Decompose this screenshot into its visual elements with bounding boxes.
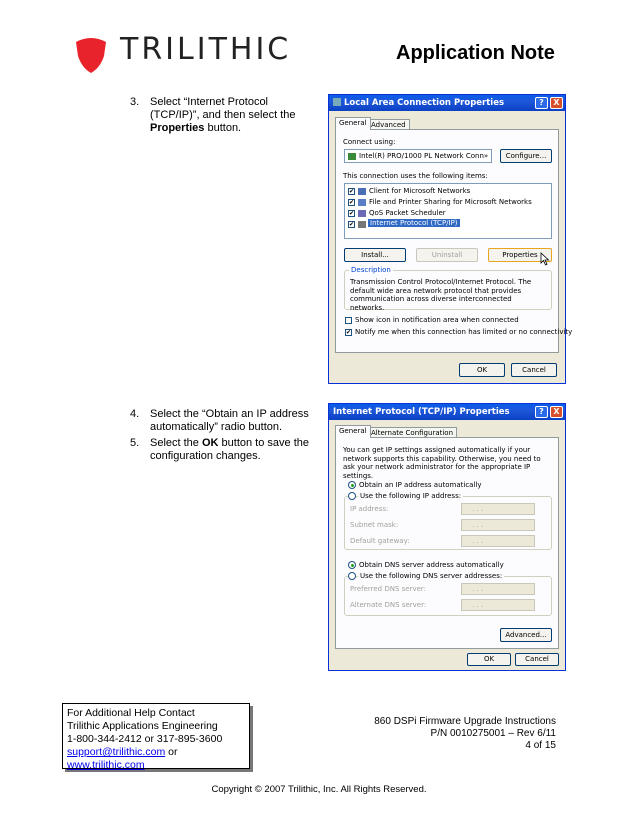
adapter-name: Intel(R) PRO/1000 PL Network Conn» xyxy=(359,152,489,160)
doc-title: 860 DSPi Firmware Upgrade Instructions xyxy=(374,716,556,727)
ok-button[interactable]: OK xyxy=(467,653,511,666)
subnet-mask-field[interactable]: . . . xyxy=(461,519,535,531)
item-checkbox[interactable]: ✔ xyxy=(349,199,355,206)
obtain-dns-label: Obtain DNS server address automatically xyxy=(359,561,504,569)
cancel-button[interactable]: Cancel xyxy=(515,653,559,666)
step-number: 5. xyxy=(130,437,140,449)
properties-button[interactable]: Properties xyxy=(488,248,552,262)
advanced-button[interactable]: Advanced... xyxy=(500,628,552,642)
protocol-icon xyxy=(358,221,366,228)
notify-label: Notify me when this connection has limited or no connectivity xyxy=(355,328,573,336)
step-number: 4. xyxy=(130,408,140,420)
obtain-dns-radio[interactable] xyxy=(348,561,356,569)
dns-group xyxy=(344,572,552,616)
cursor-icon xyxy=(540,252,550,266)
tab-general[interactable]: General xyxy=(335,117,371,130)
ip-address-field[interactable]: . . . xyxy=(461,503,535,515)
adapter-field xyxy=(344,149,492,163)
show-icon-checkbox[interactable] xyxy=(345,317,352,324)
help-line: Trilithic Applications Engineering xyxy=(67,720,218,732)
lac-title-bar[interactable] xyxy=(329,95,565,111)
ip-address-group xyxy=(344,492,552,550)
lac-title: Local Area Connection Properties xyxy=(344,98,505,108)
alternate-dns-field[interactable]: . . . xyxy=(461,599,535,611)
close-button[interactable]: X xyxy=(550,406,563,418)
lac-properties-dialog xyxy=(328,94,573,384)
step-text: Select the “Obtain an IP address automatically” radio button. xyxy=(150,408,309,433)
tab-advanced[interactable]: Advanced xyxy=(367,119,410,131)
preferred-dns-label: Preferred DNS server: xyxy=(350,585,427,593)
copyright: Copyright © 2007 Trilithic, Inc. All Rights Reserved. xyxy=(211,784,427,795)
connect-using-label: Connect using: xyxy=(343,138,396,146)
item-checkbox[interactable]: ✔ xyxy=(349,188,355,195)
configure-button[interactable]: Configure... xyxy=(500,149,552,163)
part-number: P/N 0010275001 – Rev 6/11 xyxy=(430,728,556,739)
page-title: Application Note xyxy=(396,42,555,64)
tcpip-properties-dialog xyxy=(328,403,566,671)
subnet-mask-label: Subnet mask: xyxy=(350,521,399,529)
preferred-dns-field[interactable]: . . . xyxy=(461,583,535,595)
tab-alternate-configuration[interactable]: Alternate Configuration xyxy=(367,427,457,439)
trilithic-logo-icon xyxy=(74,36,108,74)
step-3 xyxy=(130,96,330,136)
tcpip-title: Internet Protocol (TCP/IP) Properties xyxy=(333,407,510,417)
file-sharing-icon xyxy=(358,199,366,206)
uninstall-button[interactable]: Uninstall xyxy=(416,248,478,262)
obtain-ip-radio[interactable] xyxy=(348,481,356,489)
description-label: Description xyxy=(351,266,391,274)
intro-text: You can get IP settings assigned automatically if your network supports this capability. Otherwise, you need to ask your network administrator for the appropriate IP settings. xyxy=(343,446,541,480)
item-checkbox[interactable]: ✔ xyxy=(349,210,355,217)
cancel-button[interactable]: Cancel xyxy=(511,363,557,377)
help-line: 1-800-344-2412 or 317-895-3600 xyxy=(67,733,223,745)
ok-button[interactable]: OK xyxy=(459,363,505,377)
use-ip-label: Use the following IP address: xyxy=(360,492,462,500)
support-email-link[interactable]: support@trilithic.com xyxy=(67,746,166,758)
page-number: 4 of 15 xyxy=(525,740,556,751)
default-gateway-label: Default gateway: xyxy=(350,537,410,545)
tcpip-general-panel xyxy=(335,437,559,649)
adapter-icon xyxy=(348,153,356,160)
step-5 xyxy=(130,437,330,465)
obtain-ip-label: Obtain an IP address automatically xyxy=(359,481,482,489)
tab-general[interactable]: General xyxy=(335,425,371,438)
help-button[interactable]: ? xyxy=(535,97,548,109)
item-checkbox[interactable]: ✔ xyxy=(349,221,355,228)
website-link[interactable]: www.trilithic.com xyxy=(67,759,145,771)
notify-checkbox[interactable]: ✔ xyxy=(346,329,352,336)
default-gateway-field[interactable]: . . . xyxy=(461,535,535,547)
network-icon xyxy=(333,98,341,106)
use-dns-radio[interactable] xyxy=(348,572,356,580)
email-line xyxy=(67,746,245,759)
alternate-dns-label: Alternate DNS server: xyxy=(350,601,427,609)
document-info xyxy=(340,716,556,752)
help-contact-box xyxy=(62,703,250,769)
step-text: Select the OK button to save the configuration changes. xyxy=(150,437,309,462)
use-ip-radio[interactable] xyxy=(348,492,356,500)
client-icon xyxy=(358,188,366,195)
help-button[interactable]: ? xyxy=(535,406,548,418)
lac-general-panel xyxy=(335,129,573,353)
list-item[interactable]: Client for Microsoft Networks xyxy=(369,187,471,195)
step-number: 3. xyxy=(130,96,140,108)
list-item[interactable]: File and Printer Sharing for Microsoft Networks xyxy=(369,198,532,206)
help-line: For Additional Help Contact xyxy=(67,707,195,719)
list-item[interactable]: QoS Packet Scheduler xyxy=(369,209,446,217)
step-4 xyxy=(130,408,330,436)
tcpip-title-bar[interactable] xyxy=(329,404,565,420)
description-text: Transmission Control Protocol/Internet Protocol. The default wide area network protocol that provides communication across diverse interconnected networks. xyxy=(350,278,532,312)
or-text: or xyxy=(165,746,178,758)
items-list xyxy=(344,183,552,239)
show-icon-label: Show icon in notification area when connected xyxy=(355,316,519,324)
description-group xyxy=(344,266,552,312)
use-dns-label: Use the following DNS server addresses: xyxy=(360,572,503,580)
close-button[interactable]: X xyxy=(550,97,563,109)
brand-name: TRILITHIC xyxy=(120,32,292,67)
qos-icon xyxy=(358,210,366,217)
step-text: Select “Internet Protocol (TCP/IP)”, and then select the Properties button. xyxy=(150,96,296,134)
install-button[interactable]: Install... xyxy=(344,248,406,262)
list-item-selected[interactable]: Internet Protocol (TCP/IP) xyxy=(370,219,458,227)
ip-address-label: IP address: xyxy=(350,505,389,513)
items-label: This connection uses the following items: xyxy=(343,172,488,180)
